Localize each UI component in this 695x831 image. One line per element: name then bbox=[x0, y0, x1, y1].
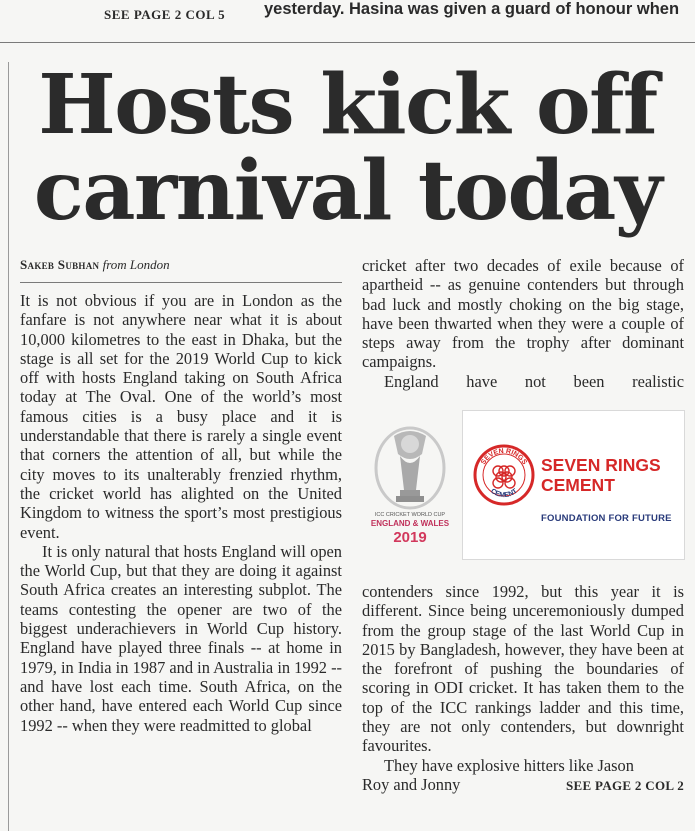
article-paragraph: cricket after two decades of exile because of apartheid -- as genuine contenders but through bad luck and mostly choking on the big stage, have been thwarted when they were a couple of steps away from the trophy after dominant campaigns. bbox=[362, 256, 684, 372]
byline bbox=[20, 257, 170, 273]
seal-top-text: SEVEN RINGS bbox=[480, 447, 528, 467]
byline-location: from London bbox=[102, 257, 170, 272]
logo-host: ENGLAND & WALES bbox=[370, 519, 450, 528]
article-text: Roy and Jonny bbox=[362, 774, 461, 794]
seal-bottom-text: CEMENT bbox=[489, 487, 519, 500]
teaser-text: yesterday. Hasina was given a guard of honour when bbox=[264, 0, 680, 18]
article-paragraph: England have not been realistic bbox=[384, 371, 684, 391]
advertisement-seven-rings-cement[interactable] bbox=[462, 410, 685, 560]
article-column-left bbox=[20, 291, 342, 735]
byline-divider bbox=[20, 282, 342, 283]
headline-line-2: carnival today bbox=[33, 143, 662, 239]
article-paragraph: contenders since 1992, but this year it is different. Since being unceremoniously dumped from the group stage of the last World Cup in 2015 by Bangladesh, however, they have been at the forefront of pushing the boundaries of scoring in ODI cricket. It has taken them to the top of the ICC rankings ladder and this time, they are not only contenders, but downright favourites. bbox=[362, 582, 684, 756]
logo-year: 2019 bbox=[393, 529, 427, 546]
byline-author: Sakeb Subhan bbox=[20, 257, 100, 272]
world-cup-2019-logo bbox=[364, 424, 456, 546]
top-divider bbox=[0, 42, 695, 43]
logo-caption: ICC CRICKET WORLD CUP bbox=[374, 512, 446, 518]
article-paragraph: They have explosive hitters like Jason bbox=[384, 755, 634, 775]
ad-brand-line-2: CEMENT bbox=[541, 475, 615, 495]
article-column-right-top bbox=[362, 256, 684, 391]
headline-line-1: Hosts kick off bbox=[38, 57, 657, 153]
see-page-ref-bottom[interactable]: SEE PAGE 2 COL 2 bbox=[566, 777, 684, 793]
ad-brand-name bbox=[541, 455, 661, 495]
ad-brand-line-1: SEVEN RINGS bbox=[541, 455, 661, 475]
article-paragraph: It is not obvious if you are in London as the fanfare is not anywhere near what it is about 10,000 kilometres to the east in Dhaka, but the stage is all set for the 2019 World Cup to kick off with hosts England taking on South Africa today at The Oval. One of the world’s most famous cities is a busy place and it is understandable that there is rarely a single event that corners the attention of all, but while the city moves to its unalterably frenzied rhythm, the cricket world has alighted on the United Kingdom to witness the sport’s most prestigious event. bbox=[20, 291, 342, 542]
world-cup-trophy-icon bbox=[376, 428, 444, 508]
article-column-right-bottom bbox=[362, 582, 684, 795]
seven-rings-seal-icon bbox=[473, 444, 535, 506]
ad-tagline: FOUNDATION FOR FUTURE bbox=[541, 513, 672, 524]
see-page-ref-top[interactable]: SEE PAGE 2 COL 5 bbox=[104, 7, 226, 22]
headline bbox=[0, 57, 695, 239]
top-strip bbox=[0, 0, 695, 42]
article-last-line bbox=[362, 775, 684, 795]
article-paragraph: It is only natural that hosts England will open the World Cup, but that they are doing it against South Africa creates an interesting subplot. The teams contesting the opener are two of the biggest underachievers in World Cup history. England have played three finals -- at home in 1979, in India in 1987 and in Australia in 1992 -- and have lost each time. South Africa, on the other hand, have entered each World Cup since 1992 -- when they were readmitted to global bbox=[20, 541, 342, 735]
